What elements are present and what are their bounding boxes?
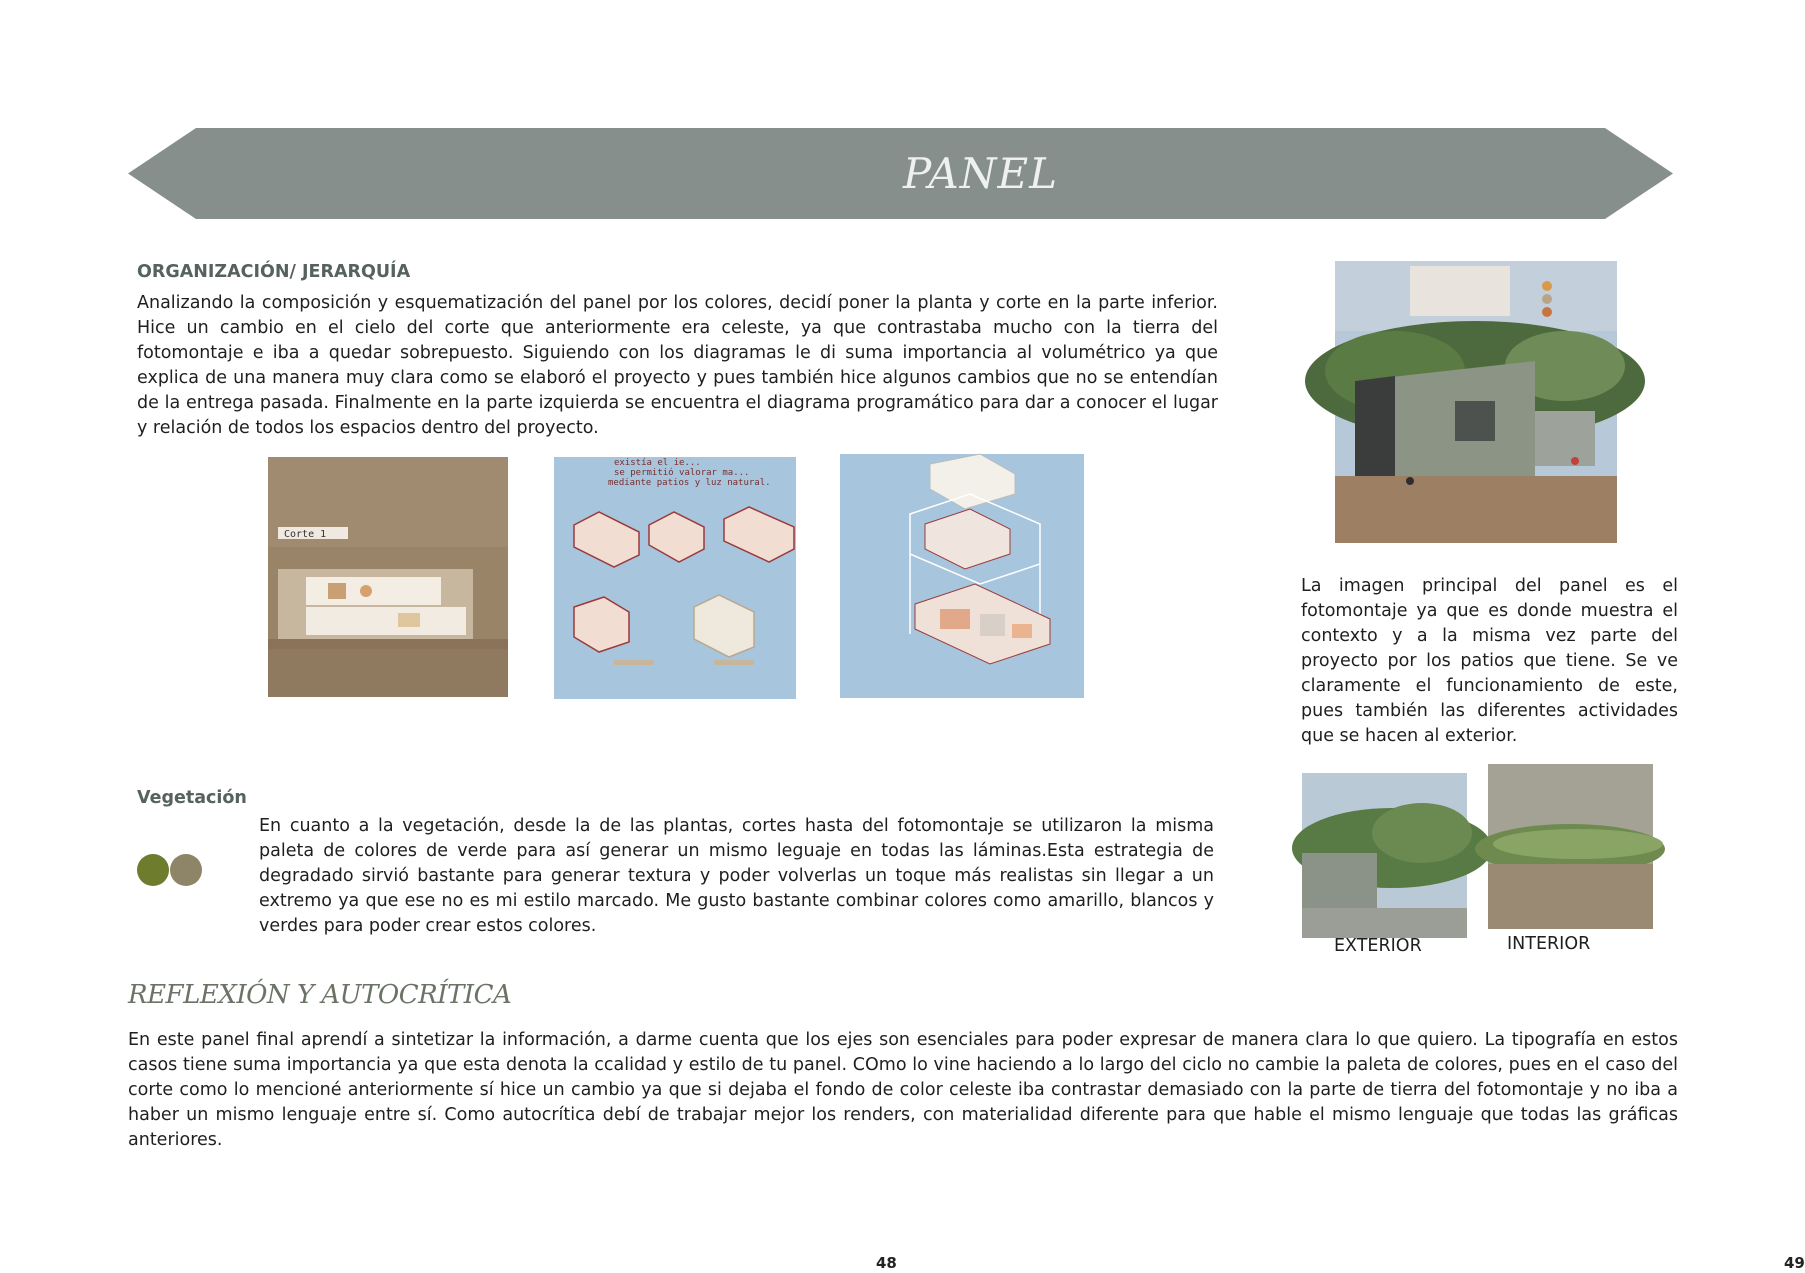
diagram-text-2: se permitió valorar ma... (614, 468, 750, 478)
vegetacion-text: En cuanto a la vegetación, desde la de las plantas, cortes hasta del fotomontaje se utilizaron la misma paleta de colores de verde para así generar un mismo leguaje en todas las láminas.Esta estrategia de degradado sirvió bastante para generar textura y poder volverlas un toque más realistas sin llegar a un extremo ya que ese no es mi estilo marcado. Me gusto bastante combinar colores como amarillo, blancos y verdes para poder crear estos colores. (259, 816, 1214, 936)
volumetric-diagram-thumbnail (554, 457, 796, 699)
exterior-image (1302, 773, 1467, 938)
corte-label: Corte 1 (284, 529, 327, 540)
reflexion-title: REFLEXIÓN Y AUTOCRÍTICA (128, 980, 512, 1010)
banner-title: PANEL (902, 149, 1059, 198)
programmatic-diagram-thumbnail (840, 454, 1084, 698)
interior-image (1488, 764, 1653, 929)
exterior-caption: EXTERIOR (1334, 936, 1422, 956)
olive-swatch (170, 854, 202, 886)
green-swatch (137, 854, 169, 886)
panel-banner (128, 128, 1673, 219)
vegetacion-heading: Vegetación (137, 788, 247, 808)
page-number-right: 49 (1784, 1254, 1805, 1272)
corte-thumbnail (268, 457, 508, 697)
diagram-text-3: mediante patios y luz natural. (608, 478, 771, 488)
organizacion-text: Analizando la composición y esquematización del panel por los colores, decidí poner la planta y corte en la parte inferior. Hice un cambio en el cielo del corte que anteriormente era celeste, ya que contrastaba mucho con la tierra del fotomontaje e iba a quedar sobrepuesto. Siguiendo con los diagramas le di suma importancia al volumétrico ya que explica de una manera muy clara como se elaboró el proyecto y pues también hice algunos cambios que no se entendían de la entrega pasada. Finalmente en la parte izquierda se encuentra el diagrama programático para dar a conocer el lugar y relación de todos los espacios dentro del proyecto. (137, 293, 1218, 438)
interior-caption: INTERIOR (1507, 934, 1591, 954)
page-number-left: 48 (876, 1254, 897, 1272)
diagram-text-1: existía el ie... (614, 458, 701, 468)
principal-text: La imagen principal del panel es el fotomontaje ya que es donde muestra el contexto y a la misma vez parte del proyecto por los patios que tiene. Se ve claramente el funcionamiento de este, pues también las diferentes actividades que se hacen al exterior. (1301, 576, 1678, 746)
reflexion-text: En este panel final aprendí a sintetizar la información, a darme cuenta que los ejes son esenciales para poder expresar de manera clara lo que quiero. La tipografía en estos casos tiene suma importancia ya que esta denota la ccalidad y estilo de tu panel. COmo lo vine haciendo a lo largo del ciclo no cambie la paleta de colores, pues en el caso del corte como lo mencioné anteriormente sí hice un cambio ya que si dejaba el fondo de color celeste iba contrastar demasiado con la parte de tierra del fotomontaje y no iba a haber un mismo lenguaje entre sí. Como autocrítica debí de trabajar mejor los renders, con materialidad diferente para que hable el mismo lenguaje que todas las gráficas anteriores. (128, 1030, 1678, 1150)
fotomontaje-image (1335, 261, 1617, 543)
organizacion-heading: ORGANIZACIÓN/ JERARQUÍA (137, 262, 411, 282)
